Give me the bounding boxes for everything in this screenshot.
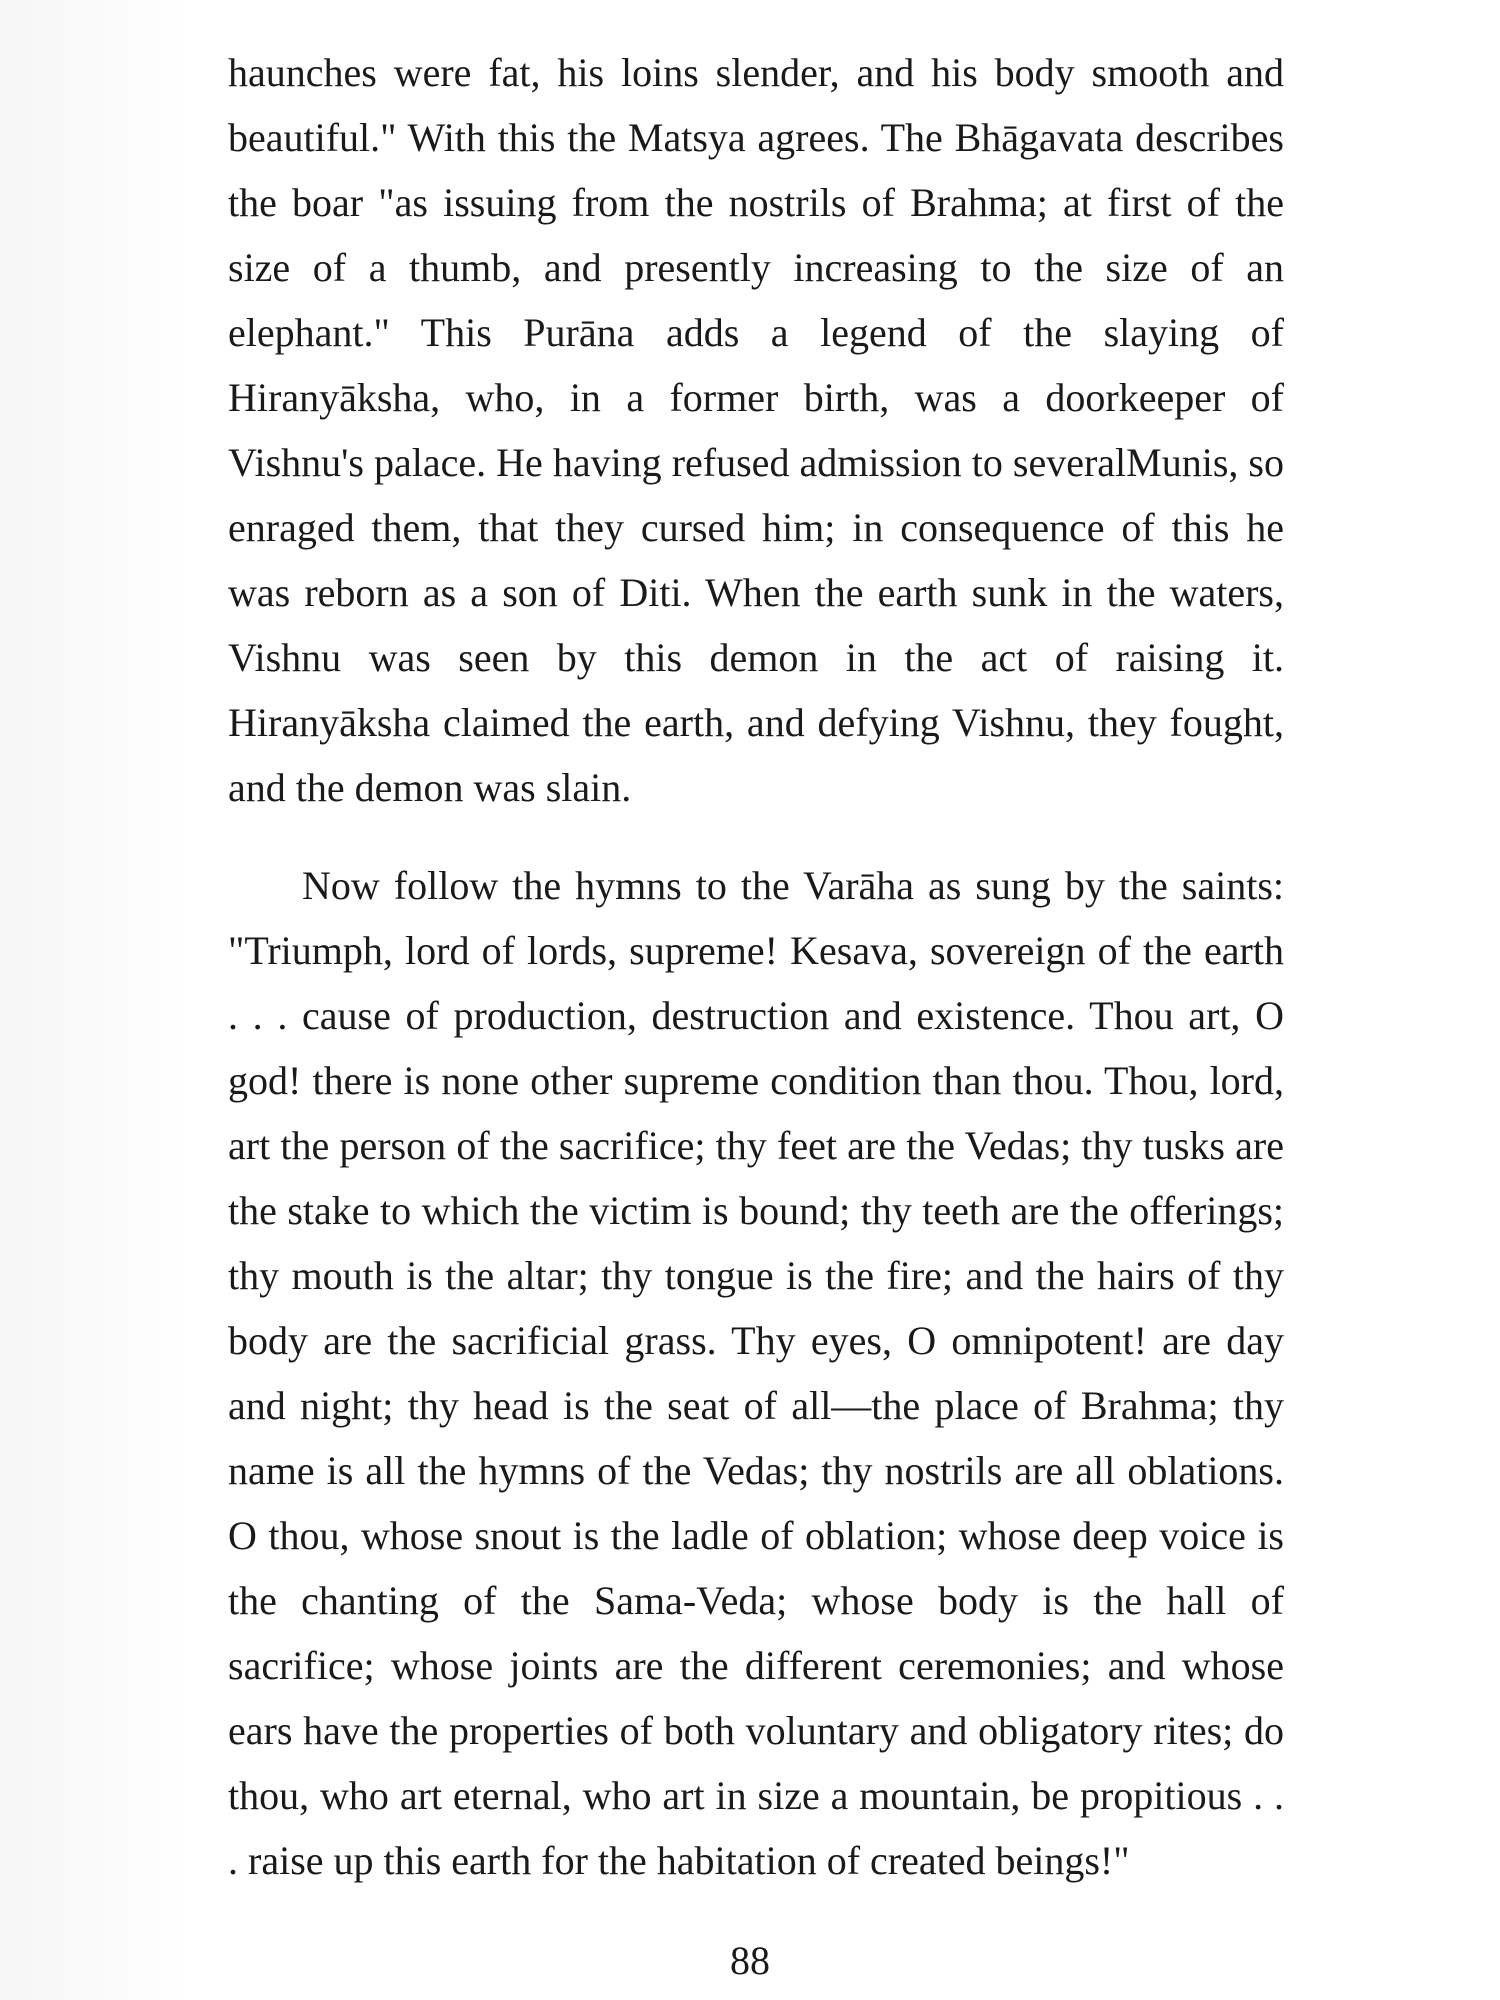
page-gutter-shadow: [0, 0, 190, 2000]
page-number: 88: [730, 1938, 770, 1983]
paragraph-varaha-hymn: Now follow the hymns to the Varāha as sung by the saints: "Triumph, lord of lords, supreme! Kesava, sovereign of the earth . . . cause of production, destruction and existence. Thou art, O god! there is none other supreme condition than thou. Thou, lord, art the person of the sacrifice; thy feet are the Vedas; thy tusks are the stake to which the victim is bound; thy teeth are the offerings; thy mouth is the altar; thy tongue is the fire; and the hairs of thy body are the sacrificial grass. Thy eyes, O omnipotent! are day and night; thy head is the seat of all—the place of Brahma; thy name is all the hymns of the Vedas; thy nostrils are all oblations. O thou, whose snout is the ladle of oblation; whose deep voice is the chanting of the Sama-Veda; whose body is the hall of sacrifice; whose joints are the different ceremonies; and whose ears have the properties of both voluntary and obligatory rites; do thou, who art eternal, who art in size a mountain, be propitious . . . raise up this earth for the habitation of created beings!": [228, 863, 1284, 1883]
paragraph-boar-legend: haunches were fat, his loins slender, and his body smooth and beautiful." With this the Matsya agrees. The Bhāgavata describes the boar "as issuing from the nostrils of Brahma; at first of the size of a thumb, and presently increasing to the size of an elephant." This Purāna adds a legend of the slaying of Hiranyāksha, who, in a former birth, was a doorkeeper of Vishnu's palace. He having refused admission to severalMunis, so enraged them, that they cursed him; in consequence of this he was reborn as a son of Diti. When the earth sunk in the waters, Vishnu was seen by this demon in the act of raising it. Hiranyāksha claimed the earth, and defying Vishnu, they fought, and the demon was slain.: [228, 50, 1284, 810]
body-text: [228, 40, 1284, 1893]
